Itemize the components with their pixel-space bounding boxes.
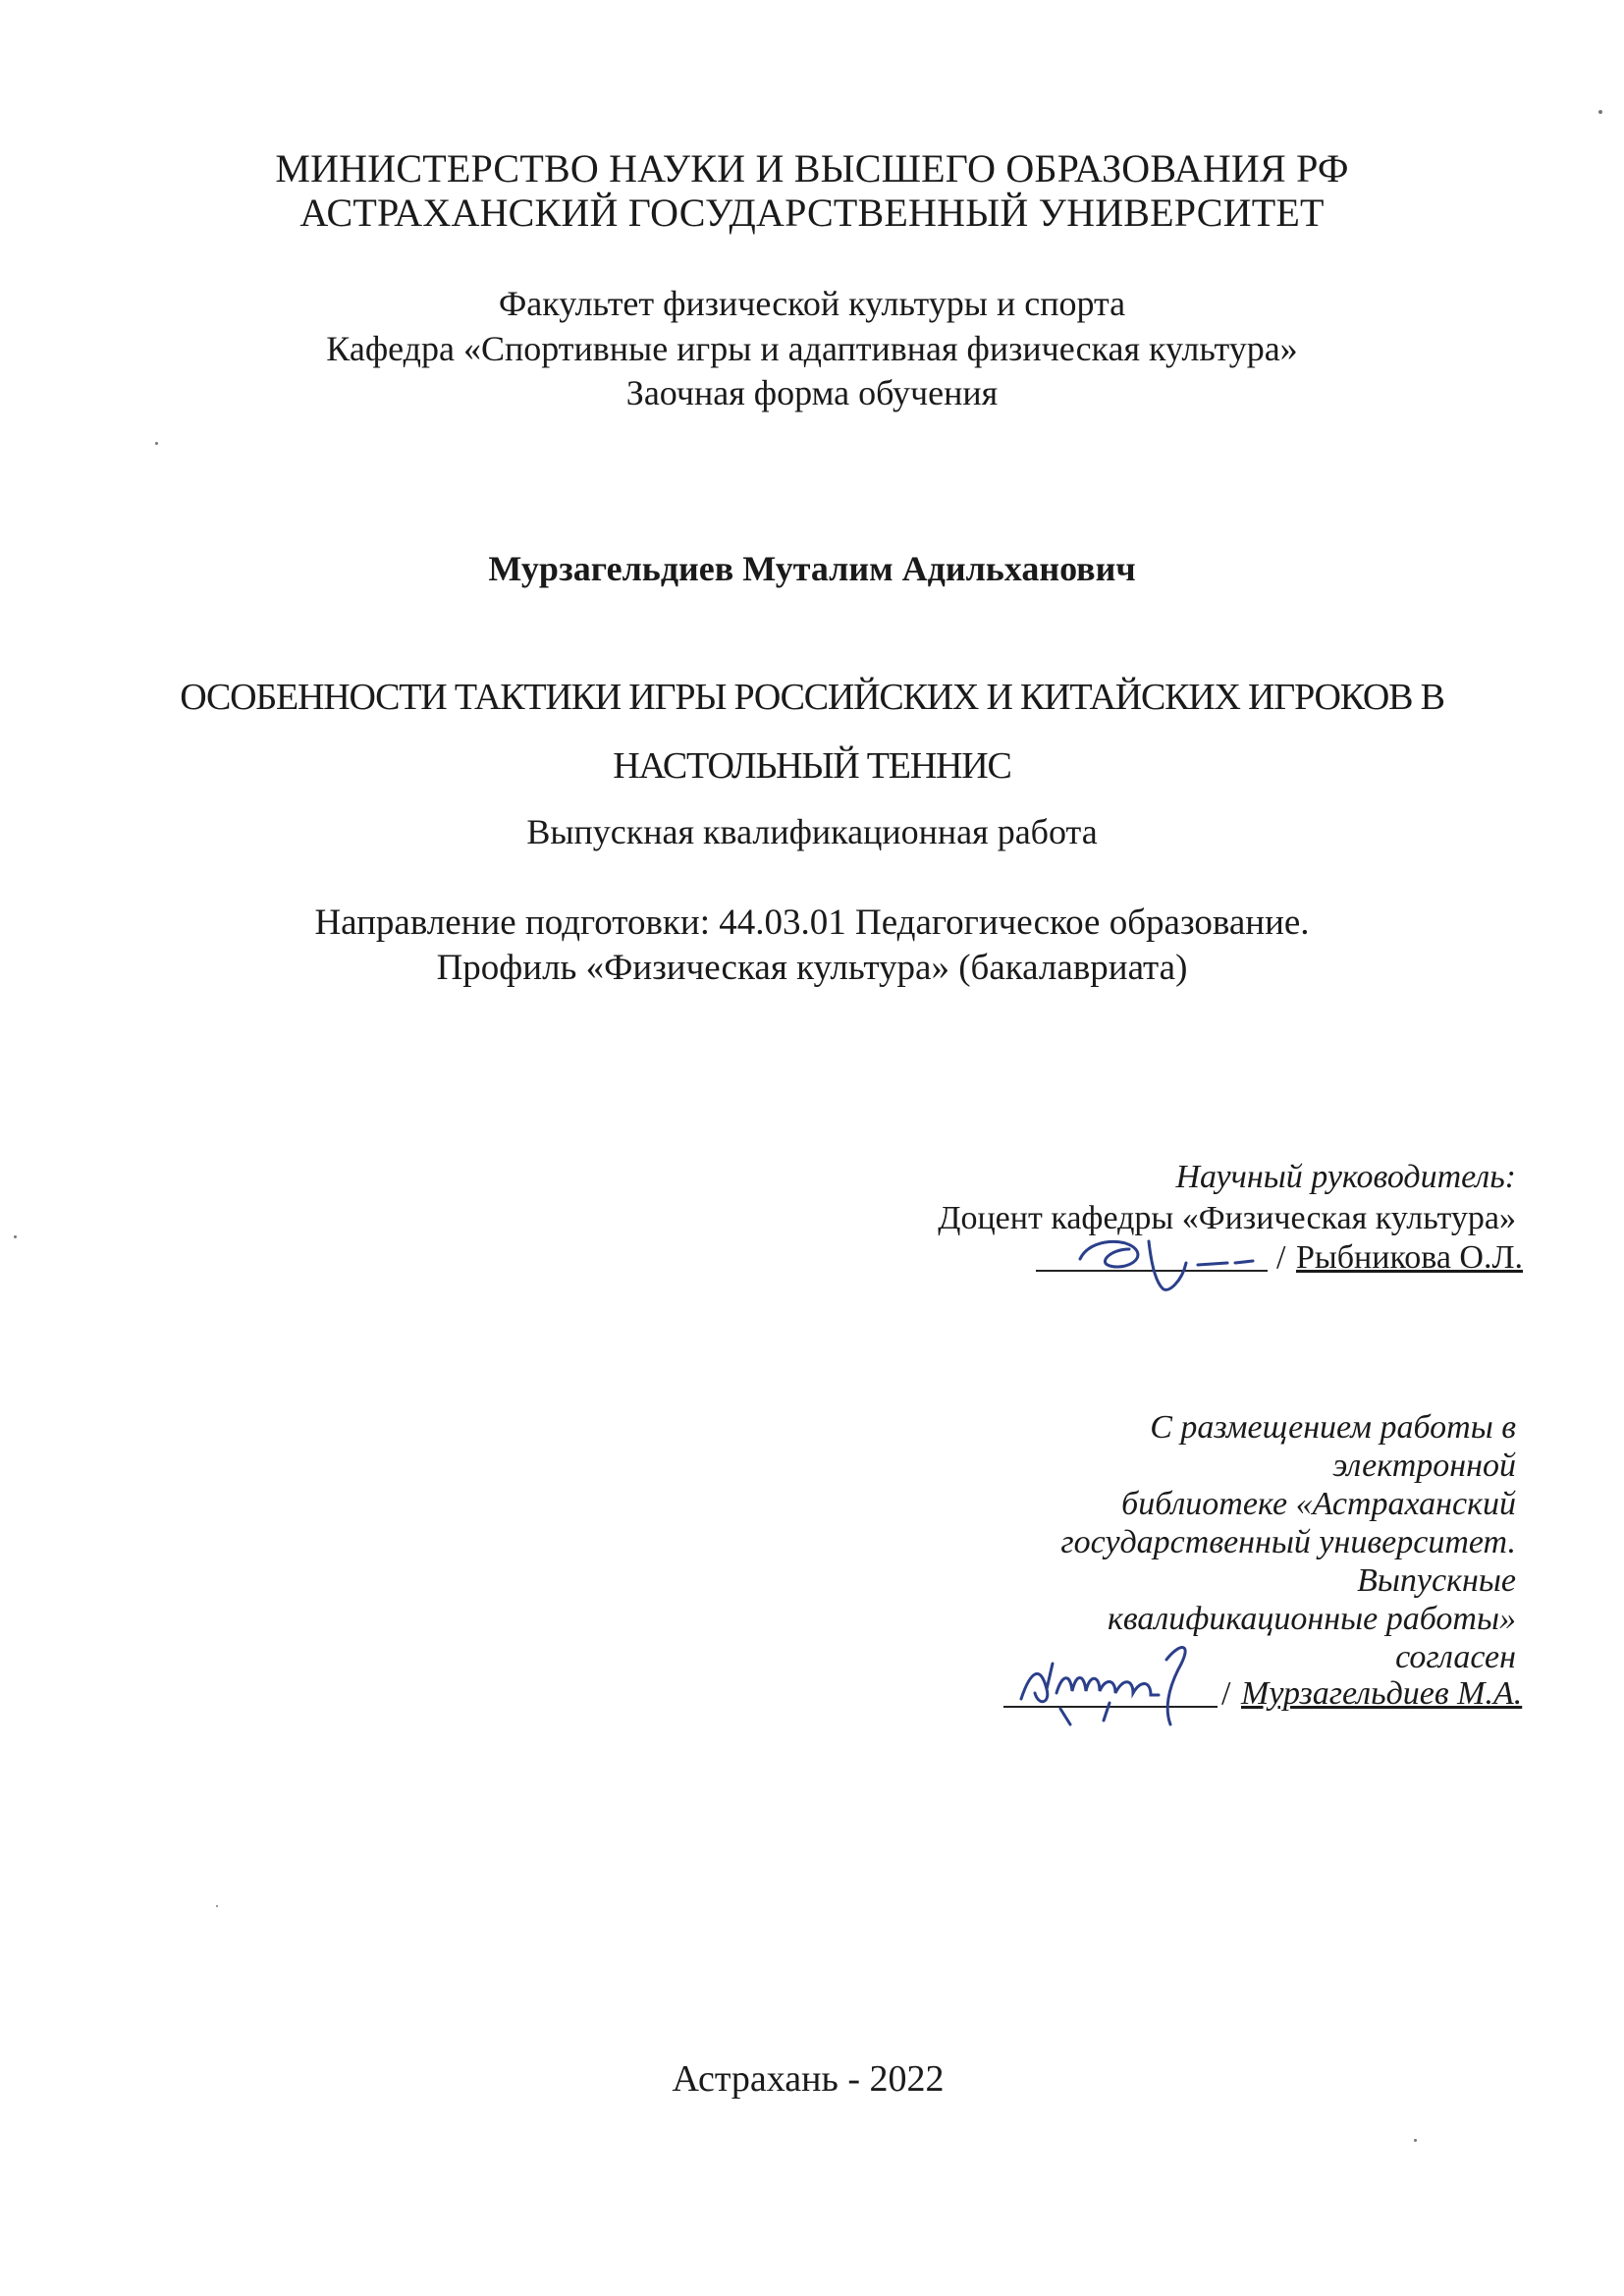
supervisor-role: Научный руководитель:	[1175, 1159, 1516, 1195]
study-direction: Направление подготовки: 44.03.01 Педагогическое образование.	[314, 902, 1310, 943]
supervisor-signature	[1060, 1220, 1286, 1298]
consent-line-2: электронной	[1332, 1448, 1516, 1484]
supervisor-separator: /	[1276, 1239, 1286, 1276]
scan-speck	[155, 442, 158, 445]
author-signature	[1001, 1630, 1247, 1748]
thesis-title-line-1: ОСОБЕННОСТИ ТАКТИКИ ИГРЫ РОССИЙСКИХ И КИТАЙСКИХ ИГРОКОВ В	[180, 677, 1444, 718]
consent-line-4: государственный университет.	[1060, 1524, 1516, 1560]
author-separator: /	[1221, 1675, 1231, 1712]
work-type: Выпускная квалификационная работа	[526, 812, 1098, 851]
study-profile: Профиль «Физическая культура» (бакалавриата)	[436, 948, 1188, 988]
scan-speck	[1414, 2139, 1417, 2142]
author-name: Мурзагельдиев Муталим Адильханович	[488, 549, 1136, 588]
consent-line-7: согласен	[1395, 1639, 1516, 1675]
thesis-title-line-2: НАСТОЛЬНЫЙ ТЕННИС	[613, 745, 1011, 787]
author-short-name: Мурзагельдиев М.А.	[1241, 1675, 1523, 1712]
consent-line-1: С размещением работы в	[1150, 1409, 1516, 1446]
scan-speck	[14, 1235, 17, 1238]
ministry-title: МИНИСТЕРСТВО НАУКИ И ВЫСШЕГО ОБРАЗОВАНИЯ РФ	[275, 146, 1349, 191]
study-form: Заочная форма обучения	[625, 373, 999, 412]
scan-speck	[216, 1905, 218, 1907]
supervisor-name: Рыбникова О.Л.	[1296, 1239, 1524, 1276]
scan-speck	[1598, 110, 1602, 114]
consent-line-5: Выпускные	[1357, 1562, 1516, 1599]
faculty-name: Факультет физической культуры и спорта	[498, 284, 1126, 323]
department-name: Кафедра «Спортивные игры и адаптивная физическая культура»	[326, 329, 1298, 368]
supervisor-position: Доцент кафедры «Физическая культура»	[938, 1200, 1516, 1236]
city-year: Астрахань - 2022	[672, 2058, 945, 2100]
consent-line-3: библиотеке «Астраханский	[1121, 1486, 1516, 1522]
consent-line-6: квалификационные работы»	[1107, 1601, 1516, 1637]
university-title: АСТРАХАНСКИЙ ГОСУДАРСТВЕННЫЙ УНИВЕРСИТЕТ	[299, 191, 1325, 235]
